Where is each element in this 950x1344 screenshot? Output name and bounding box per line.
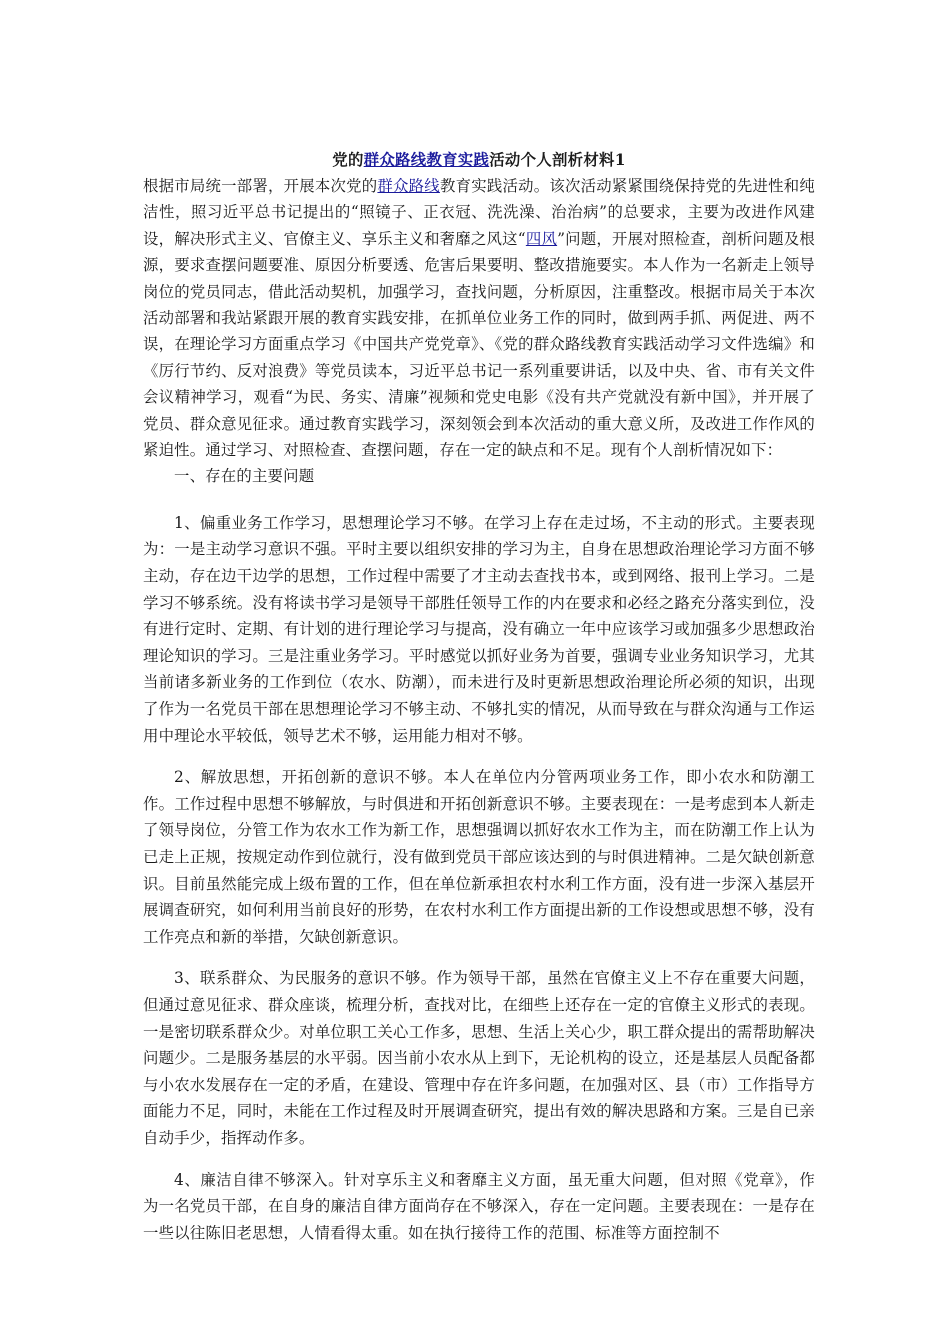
title-suffix: 活动个人剖析材料1 [489,151,626,169]
problem-item-3: 3、联系群众、为民服务的意识不够。作为领导干部，虽然在官僚主义上不存在重要大问题，但通过意见征求、群众座谈，梳理分析，查找对比，在细些上还存在一定的官僚主义形式的表现。一是密切联系群众少。对单位职工关心工作多，思想、生活上关心少，职工群众提出的需帮助解决问题少。二是服务基层的水平弱。因当前小农水从上到下，无论机构的设立，还是基层人员配备都与小农水发展存在一定的矛盾，在建设、管理中存在许多问题，在加强对区、县（市）工作指导方面能力不足，同时，未能在工作过程及时开展调查研究，提出有效的解决思路和方案。三是自已亲自动手少，指挥动作多。 [143,969,815,1147]
title-link[interactable]: 群众路线教育实践 [363,151,490,169]
title-prefix: 党的 [332,151,364,169]
problem-item-4: 4、廉洁自律不够深入。针对享乐主义和奢靡主义方面，虽无重大问题，但对照《党章》，作为一名党员干部，在自身的廉洁自律方面尚存在不够深入，存在一定问题。主要表现在：一是存在一些以往陈旧老思想，人情看得太重。如在执行接待工作的范围、标准等方面控制不 [143,1170,815,1242]
intro-link-mass-line[interactable]: 群众路线 [377,177,440,195]
intro-link-four-winds[interactable]: 四风 [525,229,558,248]
problem-item-2: 2、解放思想，开拓创新的意识不够。本人在单位内分管两项业务工作，即小农水和防潮工作。工作过程中思想不够解放，与时俱进和开拓创新意识不够。主要表现在：一是考虑到本人新走了领导岗位，分管工作为农水工作为新工作，思想强调以抓好农水工作为主，而在防潮工作上认为已走上正规，按规定动作到位就行，没有做到党员干部应该达到的与时俱进精神。二是欠缺创新意识。目前虽然能完成上级布置的工作，但在单位新承担农村水利工作方面，没有进一步深入基层开展调查研究，如何利用当前良好的形势，在农村水利工作方面提出新的工作设想或思想不够，没有工作亮点和新的举措，欠缺创新意识。 [143,768,815,946]
intro-text-3: ”问题，开展对照检查，剖析问题及根源，要求查摆问题要准、原因分析要透、危害后果要明、整改措施要实。本人作为一名新走上领导岗位的党员同志，借此活动契机，加强学习，查找问题，分析原因，注重整改。根据市局关于本次活动部署和我站紧跟开展的教育实践安排，在抓单位业务工作的同时，做到两手抓、两促进、两不误，在理论学习方面重点学习《中国共产党党章》、《党的群众路线教育实践活动学习文件选编》和《厉行节约、反对浪费》等党员读本，习近平总书记一系列重要讲话，以及中央、省、市有关文件会议精神学习，观看“为民、务实、清廉”视频和党史电影《没有共产党就没有新中国》，并开展了党员、群众意见征求。通过教育实践学习，深刻领会到本次活动的重大意义所，及改进工作作风的紧迫性。通过学习、对照检查、查摆问题，存在一定的缺点和不足。现有个人剖析情况如下： [143,229,815,460]
document-title [143,149,815,171]
problem-item-1: 1、偏重业务工作学习，思想理论学习不够。在学习上存在走过场，不主动的形式。主要表现为：一是主动学习意识不强。平时主要以组织安排的学习为主，自身在思想政治理论学习方面不够主动，存在边干边学的思想，工作过程中需要了才主动去查找书本，或到网络、报刊上学习。二是学习不够系统。没有将读书学习是领导干部胜任领导工作的内在要求和必经之路充分落实到位，没有进行定时、定期、有计划的进行理论学习与提高，没有确立一年中应该学习或加强多少思想政治理论知识的学习。三是注重业务学习。平时感觉以抓好业务为首要，强调专业业务知识学习，尤其当前诸多新业务的工作到位（农水、防潮），而未进行及时更新思想政治理论所必须的知识，出现了作为一名党员干部在思想理论学习不够主动、不够扎实的情况，从而导致在与群众沟通与工作运用中理论水平较低，领导艺术不够，运用能力相对不够。 [143,513,815,745]
section-heading: 一、存在的主要问题 [174,467,315,486]
intro-paragraph [143,173,815,463]
intro-text-2: 教育实践活动。该次活动紧紧围绕保持党的先进性和纯洁性，照习近平总书记提出的“照镜子、正衣冠、洗洗澡、治治病”的总要求，主要为改进作风建设，解决形式主义、官僚主义、享乐主义和奢靡之风这“ [143,177,815,248]
intro-text-1: 根据市局统一部署，开展本次党的 [143,177,378,195]
document-page [143,149,815,1246]
